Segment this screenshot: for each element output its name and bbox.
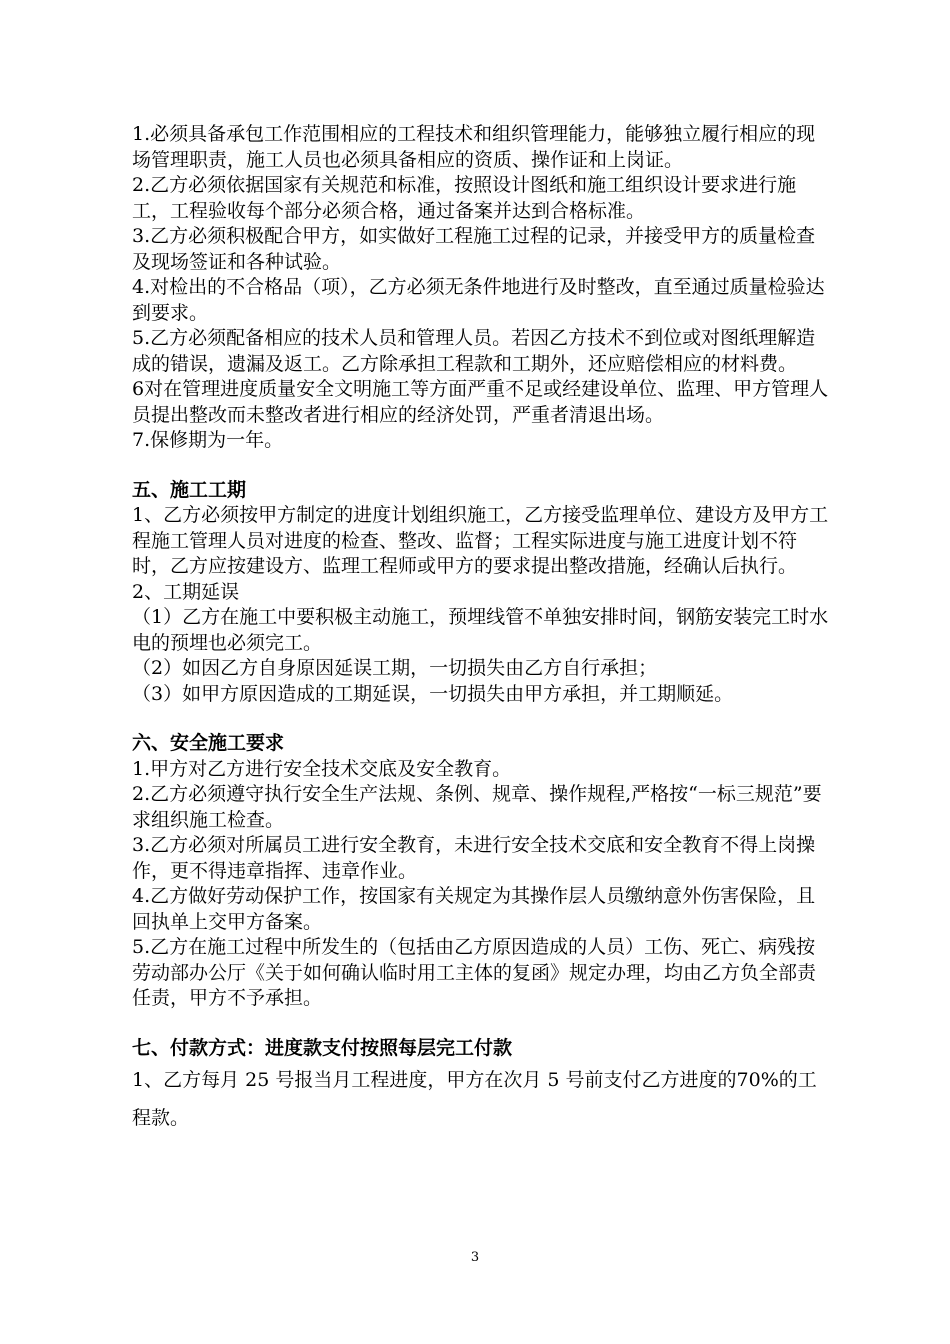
list-item: 7.保修期为一年。 (132, 429, 284, 451)
document-page (132, 122, 832, 1137)
list-item: 1.必须具备承包工作范围相应的工程技术和组织管理能力，能够独立履行相应的现场管理职责，施工人员也必须具备相应的资质、操作证和上岗证。 (132, 123, 816, 171)
list-item: 4.对检出的不合格品（项），乙方必须无条件地进行及时整改，直至通过质量检验达到要求。 (132, 276, 825, 324)
list-item: 2、工期延误 (132, 580, 240, 603)
list-item: 3.乙方必须积极配合甲方，如实做好工程施工过程的记录，并接受甲方的质量检查及现场签证和各种试验。 (132, 225, 816, 273)
section-6-list (132, 757, 832, 1012)
list-item: 6对在管理进度质量安全文明施工等方面严重不足或经建设单位、监理、甲方管理人员提出整改而未整改者进行相应的经济处罚，严重者清退出场。 (132, 378, 829, 426)
list-item: 5.乙方在施工过程中所发生的（包括由乙方原因造成的人员）工伤、死亡、病残按劳动部办公厅《关于如何确认临时用工主体的复函》规定办理，均由乙方负全部责任责，甲方不予承担。 (132, 936, 817, 1009)
list-item: 4.乙方做好劳动保护工作，按国家有关规定为其操作层人员缴纳意外伤害保险，且回执单上交甲方备案。 (132, 885, 816, 933)
section-7-list (132, 1061, 832, 1137)
list-item: （3）如甲方原因造成的工期延误，一切损失由甲方承担，并工期顺延。 (132, 682, 734, 705)
section-5-heading: 五、施工工期 (132, 478, 247, 501)
list-item: 2.乙方必须遵守执行安全生产法规、条例、规章、操作规程,严格按“一标三规范”要求组织施工检查。 (132, 783, 822, 831)
section-5-list (132, 503, 832, 707)
list-item: （2）如因乙方自身原因延误工期，一切损失由乙方自行承担； (132, 657, 658, 679)
list-item: 5.乙方必须配备相应的技术人员和管理人员。若因乙方技术不到位或对图纸理解造成的错误，遗漏及返工。乙方除承担工程款和工期外，还应赔偿相应的材料费。 (132, 327, 816, 375)
section-4-list (132, 122, 832, 454)
list-item: 1.甲方对乙方进行安全技术交底及安全教育。 (132, 757, 512, 780)
page-number: 3 (470, 1250, 480, 1265)
section-6-heading: 六、安全施工要求 (132, 732, 285, 754)
list-item: 1、乙方必须按甲方制定的进度计划组织施工，乙方接受监理单位、建设方及甲方工程施工管理人员对进度的检查、整改、监督；工程实际进度与施工进度计划不符时，乙方应按建设方、监理工程师或甲方的要求提出整改措施，经确认后执行。 (132, 504, 829, 577)
list-item: 2.乙方必须依据国家有关规范和标准，按照设计图纸和施工组织设计要求进行施工，工程验收每个部分必须合格，通过备案并达到合格标准。 (132, 174, 797, 222)
section-7-heading: 七、付款方式：进度款支付按照每层完工付款 (132, 1036, 513, 1059)
list-item: （1）乙方在施工中要积极主动施工，预埋线管不单独安排时间，钢筋安装完工时水电的预埋也必须完工。 (132, 606, 829, 654)
list-item: 1、乙方每月 25 号报当月工程进度，甲方在次月 5 号前支付乙方进度的70%的工程款。 (132, 1069, 817, 1129)
list-item: 3.乙方必须对所属员工进行安全教育，未进行安全技术交底和安全教育不得上岗操作，更不得违章指挥、违章作业。 (132, 834, 816, 882)
